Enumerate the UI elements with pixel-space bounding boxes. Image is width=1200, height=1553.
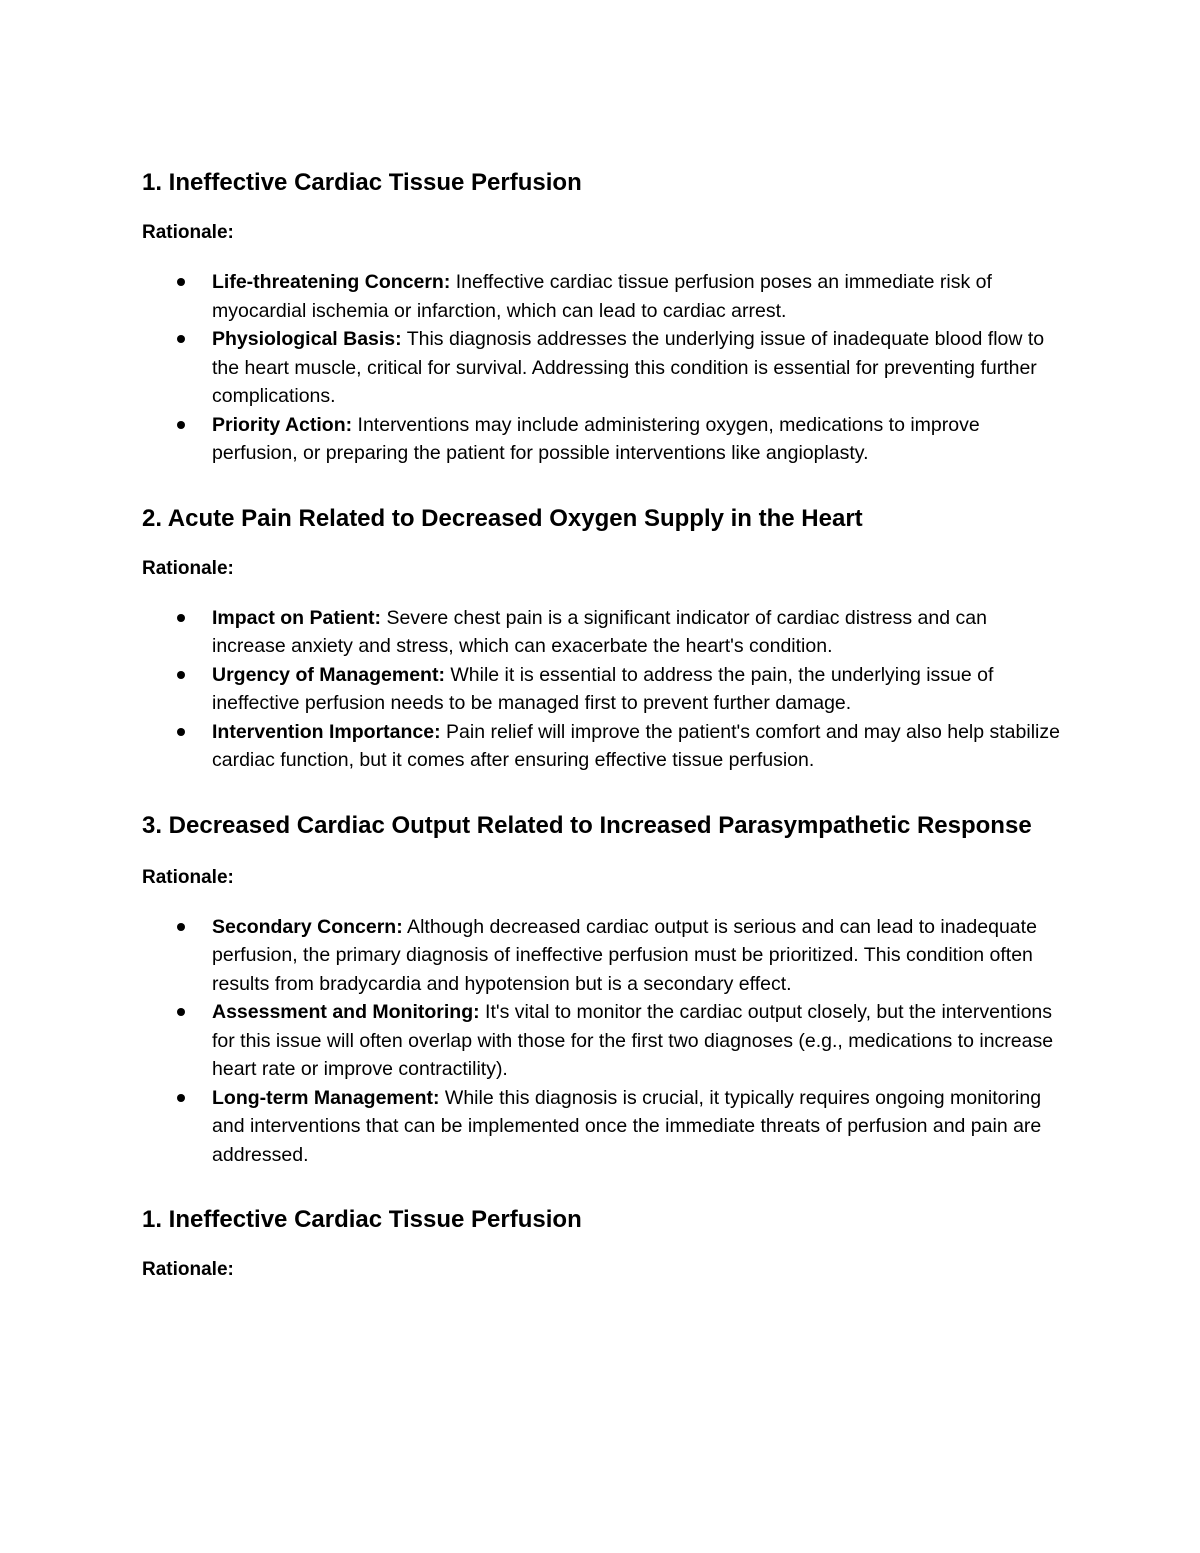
bullet-icon <box>177 923 185 931</box>
point-term: Physiological Basis: <box>212 328 402 350</box>
list-item <box>142 718 1062 775</box>
section-title: 3. Decreased Cardiac Output Related to Increased Parasympathetic Response <box>142 811 1032 839</box>
point-term: Impact on Patient: <box>212 606 382 629</box>
point-text: While this diagnosis is crucial, it typically requires ongoing monitoring and interventions that can be implemented once the immediate threats of perfusion and pain are addressed. <box>212 1086 1042 1166</box>
point-text: It's vital to monitor the cardiac output closely, but the interventions for this issue will often overlap with those for the first two diagnoses (e.g., medications to increase heart rate or improve contractility). <box>212 1001 1054 1080</box>
section-4 <box>142 1203 1062 1283</box>
bullet-icon <box>177 421 185 429</box>
rationale-label: Rationale: <box>142 1259 234 1280</box>
list-item <box>142 1084 1062 1170</box>
list-item <box>142 998 1062 1084</box>
list-item <box>142 268 1062 325</box>
document-page <box>142 166 1062 1305</box>
bullet-icon <box>177 1094 185 1102</box>
section-title: 2. Acute Pain Related to Decreased Oxygen Supply in the Heart <box>142 504 863 532</box>
list-item <box>142 913 1062 999</box>
point-term: Intervention Importance: <box>212 720 441 743</box>
rationale-label: Rationale: <box>142 866 234 888</box>
list-item <box>142 661 1062 718</box>
bullet-icon <box>177 614 185 622</box>
list-item <box>142 411 1062 468</box>
point-term: Secondary Concern: <box>212 915 403 938</box>
rationale-label: Rationale: <box>142 222 234 243</box>
point-text: Although decreased cardiac output is serious and can lead to inadequate perfusion, the primary diagnosis of ineffective perfusion must be prioritized. This condition often results from bradycardia and hypotension but is a secondary effect. <box>212 915 1037 995</box>
point-text: Pain relief will improve the patient's comfort and may also help stabilize cardiac function, but it comes after ensuring effective tissue perfusion. <box>212 720 1060 771</box>
rationale-list <box>142 604 1062 775</box>
section-3 <box>142 809 1062 1170</box>
bullet-icon <box>177 1008 185 1016</box>
point-text: Interventions may include administering oxygen, medications to improve perfusion, or preparing the patient for possible interventions like angioplasty. <box>212 413 980 464</box>
rationale-label: Rationale: <box>142 557 234 579</box>
point-term: Life-threatening Concern: <box>212 271 451 293</box>
point-text: Severe chest pain is a significant indicator of cardiac distress and can increase anxiety and stress, which can exacerbate the heart's condition. <box>212 606 987 657</box>
rationale-list <box>142 268 1062 468</box>
point-text: This diagnosis addresses the underlying issue of inadequate blood flow to the heart muscle, critical for survival. Addressing this condition is essential for preventing further complications. <box>212 328 1045 407</box>
point-term: Long-term Management: <box>212 1086 440 1109</box>
section-title: 1. Ineffective Cardiac Tissue Perfusion <box>142 1206 582 1233</box>
bullet-icon <box>177 278 185 286</box>
point-text: Ineffective cardiac tissue perfusion poses an immediate risk of myocardial ischemia or infarction, which can lead to cardiac arrest. <box>212 271 992 322</box>
bullet-icon <box>177 335 185 343</box>
section-title: 1. Ineffective Cardiac Tissue Perfusion <box>142 169 582 196</box>
rationale-list <box>142 913 1062 1170</box>
point-term: Priority Action: <box>212 413 353 436</box>
section-1 <box>142 166 1062 468</box>
bullet-icon <box>177 671 185 679</box>
point-text: While it is essential to address the pain, the underlying issue of ineffective perfusion needs to be managed first to prevent further damage. <box>212 663 994 714</box>
point-term: Urgency of Management: <box>212 663 445 686</box>
section-2 <box>142 502 1062 775</box>
bullet-icon <box>177 728 185 736</box>
point-term: Assessment and Monitoring: <box>212 1001 480 1023</box>
list-item <box>142 325 1062 411</box>
list-item <box>142 604 1062 661</box>
